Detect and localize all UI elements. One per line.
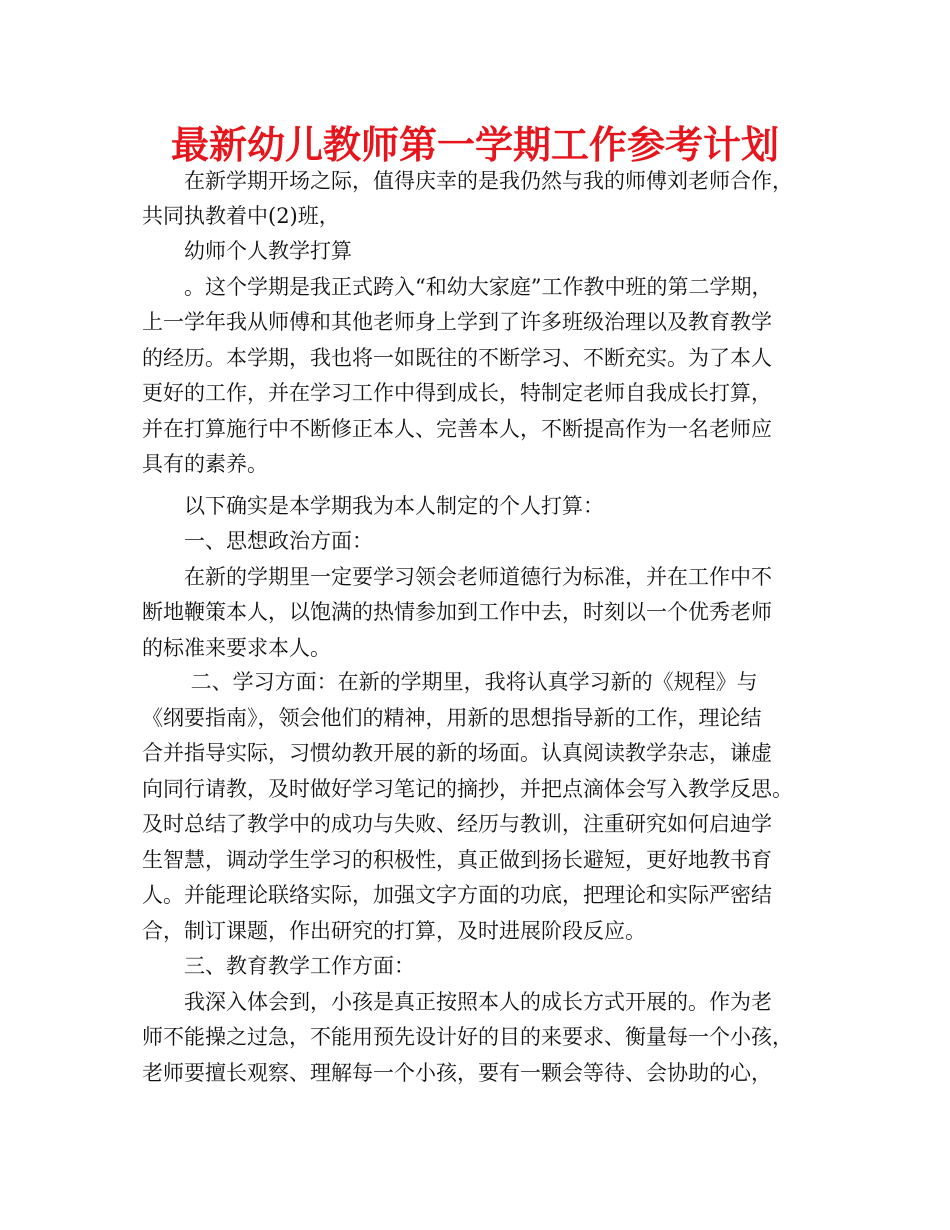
- body-line: 幼师个人教学打算: [142, 239, 352, 263]
- body-line: 及时总结了教学中的成功与失败、经历与教训，注重研究如何启迪学: [142, 812, 772, 836]
- body-line: 二、学习方面：在新的学期里，我将认真学习新的《规程》与: [142, 670, 758, 694]
- section-heading: 三、教育教学工作方面：: [142, 954, 415, 978]
- body-line: 向同行请教，及时做好学习笔记的摘抄，并把点滴体会写入教学反思。: [142, 777, 793, 801]
- body-line: 的标准来要求本人。: [142, 636, 331, 660]
- body-line: 人。并能理论联络实际，加强文字方面的功底，把理论和实际严密结: [142, 883, 772, 907]
- body-line: 。这个学期是我正式跨入“和幼大家庭”工作教中班的第二学期，: [142, 275, 773, 299]
- body-line: 在新学期开场之际，值得庆幸的是我仍然与我的师傅刘老师合作，: [142, 169, 793, 193]
- section-heading: 一、思想政治方面：: [142, 529, 373, 553]
- body-line: 的经历。本学期，我也将一如既往的不断学习、不断充实。为了本人: [142, 346, 772, 370]
- body-line: 合并指导实际，习惯幼教开展的新的场面。认真阅读教学杂志，谦虚: [142, 741, 772, 765]
- body-line: 师不能操之过急，不能用预先设计好的目的来要求、衡量每一个小孩，: [142, 1025, 793, 1049]
- body-line: 在新的学期里一定要学习领会老师道德行为标准，并在工作中不: [142, 565, 772, 589]
- body-line: 我深入体会到，小孩是真正按照本人的成长方式开展的。作为老: [142, 990, 772, 1014]
- document-title: 最新幼儿教师第一学期工作参考计划: [170, 123, 779, 167]
- body-line: 共同执教着中(2)班，: [142, 204, 340, 228]
- body-line: 合，制订课题，作出研究的打算，及时进展阶段反应。: [142, 919, 646, 943]
- body-line: 以下确实是本学期我为本人制定的个人打算：: [142, 494, 604, 518]
- body-line: 并在打算施行中不断修正本人、完善本人，不断提高作为一名老师应: [142, 417, 772, 441]
- body-line: 生智慧，调动学生学习的积极性，真正做到扬长避短，更好地教书育: [142, 848, 772, 872]
- body-line: 上一学年我从师傅和其他老师身上学到了许多班级治理以及教育教学: [142, 310, 772, 334]
- body-line: 断地鞭策本人，以饱满的热情参加到工作中去，时刻以一个优秀老师: [142, 600, 772, 624]
- body-line: 老师要擅长观察、理解每一个小孩，要有一颗会等待、会协助的心，: [142, 1061, 772, 1085]
- body-line: 更好的工作，并在学习工作中得到成长，特制定老师自我成长打算，: [142, 381, 772, 405]
- body-line: 《纲要指南》，领会他们的精神，用新的思想指导新的工作，理论结: [142, 706, 762, 730]
- body-line: 具有的素养。: [142, 452, 268, 476]
